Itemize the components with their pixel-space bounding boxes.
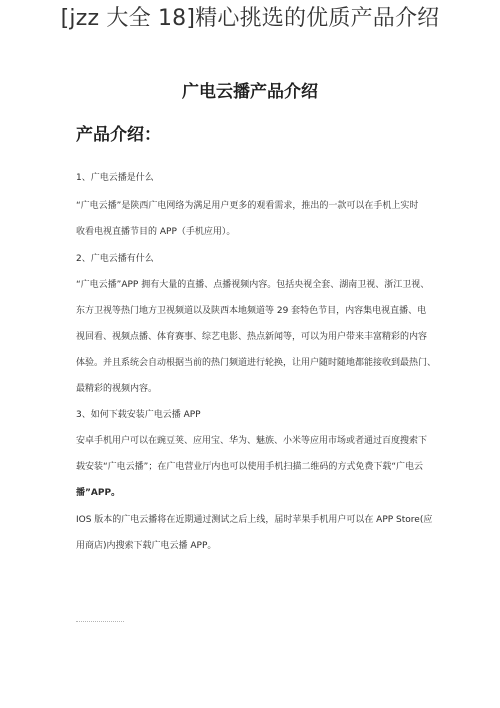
paragraph-line: 视回看、视频点播、体育赛事、综艺电影、热点新闻等，可以为用户带来丰富精彩的内容 (76, 332, 428, 342)
paragraph-line: 安卓手机用户可以在豌豆荚、应用宝、华为、魅族、小米等应用市场或者通过百度搜索下 (76, 436, 428, 446)
paragraph-line: IOS 版本的广电云播将在近期通过测试之后上线，届时苹果手机用户可以在 APP Store(应 (76, 515, 433, 525)
document-title: 广电云播产品介绍 (182, 82, 318, 102)
footer-divider (76, 621, 124, 622)
paragraph-line: 收看电视直播节目的 APP（手机应用）。 (76, 227, 236, 237)
question-heading-3: 3、如何下载安装广电云播 APP (76, 410, 201, 420)
paragraph-line: 播”APP。 (76, 488, 121, 498)
paragraph-line: 载安装“广电云播”；在广电营业厅内也可以使用手机扫描二维码的方式免费下载“广电云 (76, 462, 423, 472)
paragraph-line: 最精彩的视频内容。 (76, 384, 158, 394)
paragraph-line: 用商店)内搜索下载广电云播 APP。 (76, 541, 217, 551)
question-heading-1: 1、广电云播是什么 (76, 173, 154, 183)
page-header-title: [jzz 大全 18]精心挑选的优质产品介绍 (60, 6, 440, 31)
section-heading: 产品介绍： (76, 125, 161, 145)
paragraph-line: 体验。并且系统会自动根据当前的热门频道进行轮换，让用户随时随地都能接收到最热门、 (76, 358, 437, 368)
paragraph-line: “广电云播”是陕西广电网络为满足用户更多的观看需求，推出的一款可以在手机上实时 (76, 201, 419, 211)
question-heading-2: 2、广电云播有什么 (76, 254, 154, 264)
paragraph-line: 东方卫视等热门地方卫视频道以及陕西本地频道等 29 套特色节目，内容集电视直播、电 (76, 306, 427, 316)
paragraph-line: “广电云播”APP 拥有大量的直播、点播视频内容。包括央视全套、湖南卫视、浙江卫视、 (76, 280, 430, 290)
